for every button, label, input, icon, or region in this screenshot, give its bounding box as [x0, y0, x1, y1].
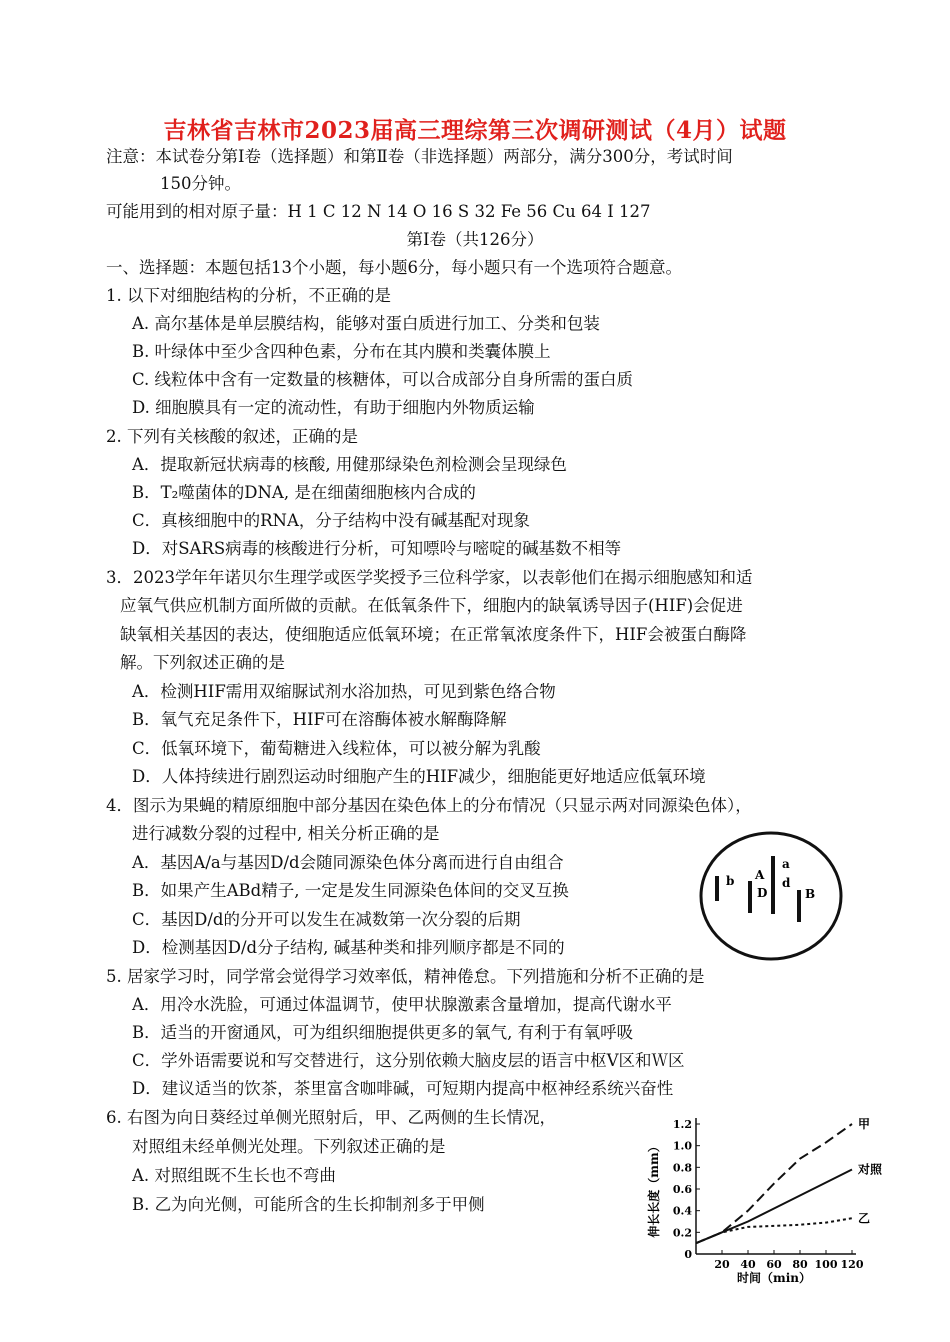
notice-line-2: 150分钟。 [160, 174, 241, 193]
question-5-stem: 5. 居家学习时，同学常会觉得学习效率低，精神倦怠。下列措施和分析不正确的是 [106, 967, 705, 986]
x-axis-title: 时间（min） [737, 1271, 811, 1285]
q3-option-d: D．人体持续进行剧烈运动时细胞产生的HIF减少，细胞能更好地适应低氧环境 [132, 767, 706, 786]
x-tick-label: 120 [840, 1258, 864, 1271]
q2-option-a: A．提取新冠状病毒的核酸, 用健那绿染色剂检测会呈现绿色 [132, 455, 567, 474]
question-2-stem: 2. 下列有关核酸的叙述，正确的是 [106, 427, 358, 446]
y-tick-label: 0.6 [672, 1183, 692, 1196]
q6-option-b: B. 乙为向光侧，可能所含的生长抑制剂多于甲侧 [132, 1195, 485, 1214]
question-3-stem-line-4: 解。下列叙述正确的是 [120, 653, 285, 672]
q2-option-c: C．真核细胞中的RNA，分子结构中没有碱基配对现象 [132, 511, 530, 530]
page-title: 吉林省吉林市2023届高三理综第三次调研测试（4月）试题 [163, 117, 787, 144]
notice-line-1: 注意：本试卷分第Ⅰ卷（选择题）和第Ⅱ卷（非选择题）两部分，满分300分，考试时间 [106, 147, 733, 166]
q1-option-d: D. 细胞膜具有一定的流动性，有助于细胞内外物质运输 [132, 398, 535, 417]
gene-label-A: A [755, 868, 765, 882]
q3-option-c: C．低氧环境下，葡萄糖进入线粒体，可以被分解为乳酸 [132, 739, 541, 758]
q4-option-c: C．基因D/d的分开可以发生在减数第一次分裂的后期 [132, 910, 521, 929]
chart-series [696, 1124, 852, 1243]
question-4-stem-line-2: 进行减数分裂的过程中, 相关分析正确的是 [132, 824, 440, 843]
y-axis-title: 伸长长度（mm） [647, 1140, 661, 1238]
question-3-stem-line-1: 3．2023学年年诺贝尔生理学或医学奖授予三位科学家，以表彰他们在揭示细胞感知和适 [106, 568, 753, 587]
x-tick-label: 80 [792, 1258, 808, 1271]
q5-option-d: D．建议适当的饮茶，茶里富含咖啡碱，可短期内提高中枢神经系统兴奋性 [132, 1079, 674, 1098]
q3-option-a: A．检测HIF需用双缩脲试剂水浴加热，可见到紫色络合物 [132, 682, 556, 701]
y-tick-label: 0.2 [672, 1226, 692, 1240]
section-title: 第Ⅰ卷（共126分） [406, 230, 544, 249]
gene-label-B: B [805, 887, 816, 901]
y-tick-label: 1.2 [672, 1118, 692, 1131]
series-line-2 [696, 1218, 852, 1243]
gene-label-D: D [757, 886, 768, 900]
series-line-1 [696, 1170, 852, 1244]
question-4-stem-line-1: 4．图示为果蝇的精原细胞中部分基因在染色体上的分布情况（只显示两对同源染色体）， [106, 796, 752, 815]
question-3-stem-line-2: 应氧气供应机制方面所做的贡献。在低氧条件下，细胞内的缺氧诱导因子(HIF)会促进 [120, 596, 743, 615]
q4-option-a: A．基因A/a与基因D/d会随同源染色体分离而进行自由组合 [132, 853, 564, 872]
growth-line-chart [640, 1112, 883, 1292]
q5-option-a: A．用冷水洗脸，可通过体温调节，使甲状腺激素含量增加，提高代谢水平 [132, 995, 672, 1014]
series-label-2: 乙 [858, 1211, 871, 1226]
question-6-stem-line-1: 6. 右图为向日葵经过单侧光照射后，甲、乙两侧的生长情况， [106, 1108, 556, 1127]
q2-option-b: B．T₂噬菌体的DNA, 是在细菌细胞核内合成的 [132, 483, 476, 502]
y-tick-label: 1.0 [672, 1139, 692, 1153]
gene-label-d: d [782, 876, 791, 890]
x-tick-label: 100 [814, 1258, 838, 1271]
y-tick-label: 0.8 [672, 1161, 692, 1175]
q1-option-b: B. 叶绿体中至少含四种色素，分布在其内膜和类囊体膜上 [132, 342, 551, 361]
atomic-masses: 可能用到的相对原子量：H 1 C 12 N 14 O 16 S 32 Fe 56 Cu 64 I 127 [106, 202, 651, 221]
gene-label-b: b [726, 874, 735, 888]
x-tick-label: 40 [740, 1258, 756, 1271]
section-instructions: 一、选择题：本题包括13个小题，每小题6分，每小题只有一个选项符合题意。 [106, 258, 682, 277]
q1-option-a: A. 高尔基体是单层膜结构，能够对蛋白质进行加工、分类和包装 [132, 314, 600, 333]
x-tick-label: 60 [766, 1258, 782, 1271]
q3-option-b: B．氧气充足条件下，HIF可在溶酶体被水解酶降解 [132, 710, 507, 729]
series-label-0: 甲 [858, 1117, 871, 1131]
chromosome-cell-figure [697, 829, 845, 963]
x-tick-label: 20 [714, 1258, 730, 1271]
q5-option-c: C．学外语需要说和写交替进行，这分别依赖大脑皮层的语言中枢Ⅴ区和Ｗ区 [132, 1051, 685, 1070]
q4-option-d: D．检测基因D/d分子结构, 碱基种类和排列顺序都是不同的 [132, 938, 565, 957]
question-1-stem: 1. 以下对细胞结构的分析，不正确的是 [106, 286, 391, 305]
chart-axes [673, 1118, 864, 1271]
question-6-stem-line-2: 对照组未经单侧光处理。下列叙述正确的是 [132, 1137, 446, 1156]
gene-label-a: a [782, 857, 790, 871]
q1-option-c: C. 线粒体中含有一定数量的核糖体，可以合成部分自身所需的蛋白质 [132, 370, 634, 389]
q6-option-a: A. 对照组既不生长也不弯曲 [132, 1166, 336, 1185]
y-tick-label: 0.4 [672, 1204, 692, 1218]
y-tick-label: 0 [684, 1248, 692, 1261]
q5-option-b: B．适当的开窗通风，可为组织细胞提供更多的氧气, 有利于有氧呼吸 [132, 1023, 634, 1042]
question-3-stem-line-3: 缺氧相关基因的表达，使细胞适应低氧环境；在正常氧浓度条件下，HIF会被蛋白酶降 [120, 625, 747, 644]
q2-option-d: D．对SARS病毒的核酸进行分析，可知嘌呤与嘧啶的碱基数不相等 [132, 539, 622, 558]
q4-option-b: B．如果产生ABd精子, 一定是发生同源染色体间的交叉互换 [132, 881, 569, 900]
series-label-1: 对照 [858, 1162, 883, 1177]
